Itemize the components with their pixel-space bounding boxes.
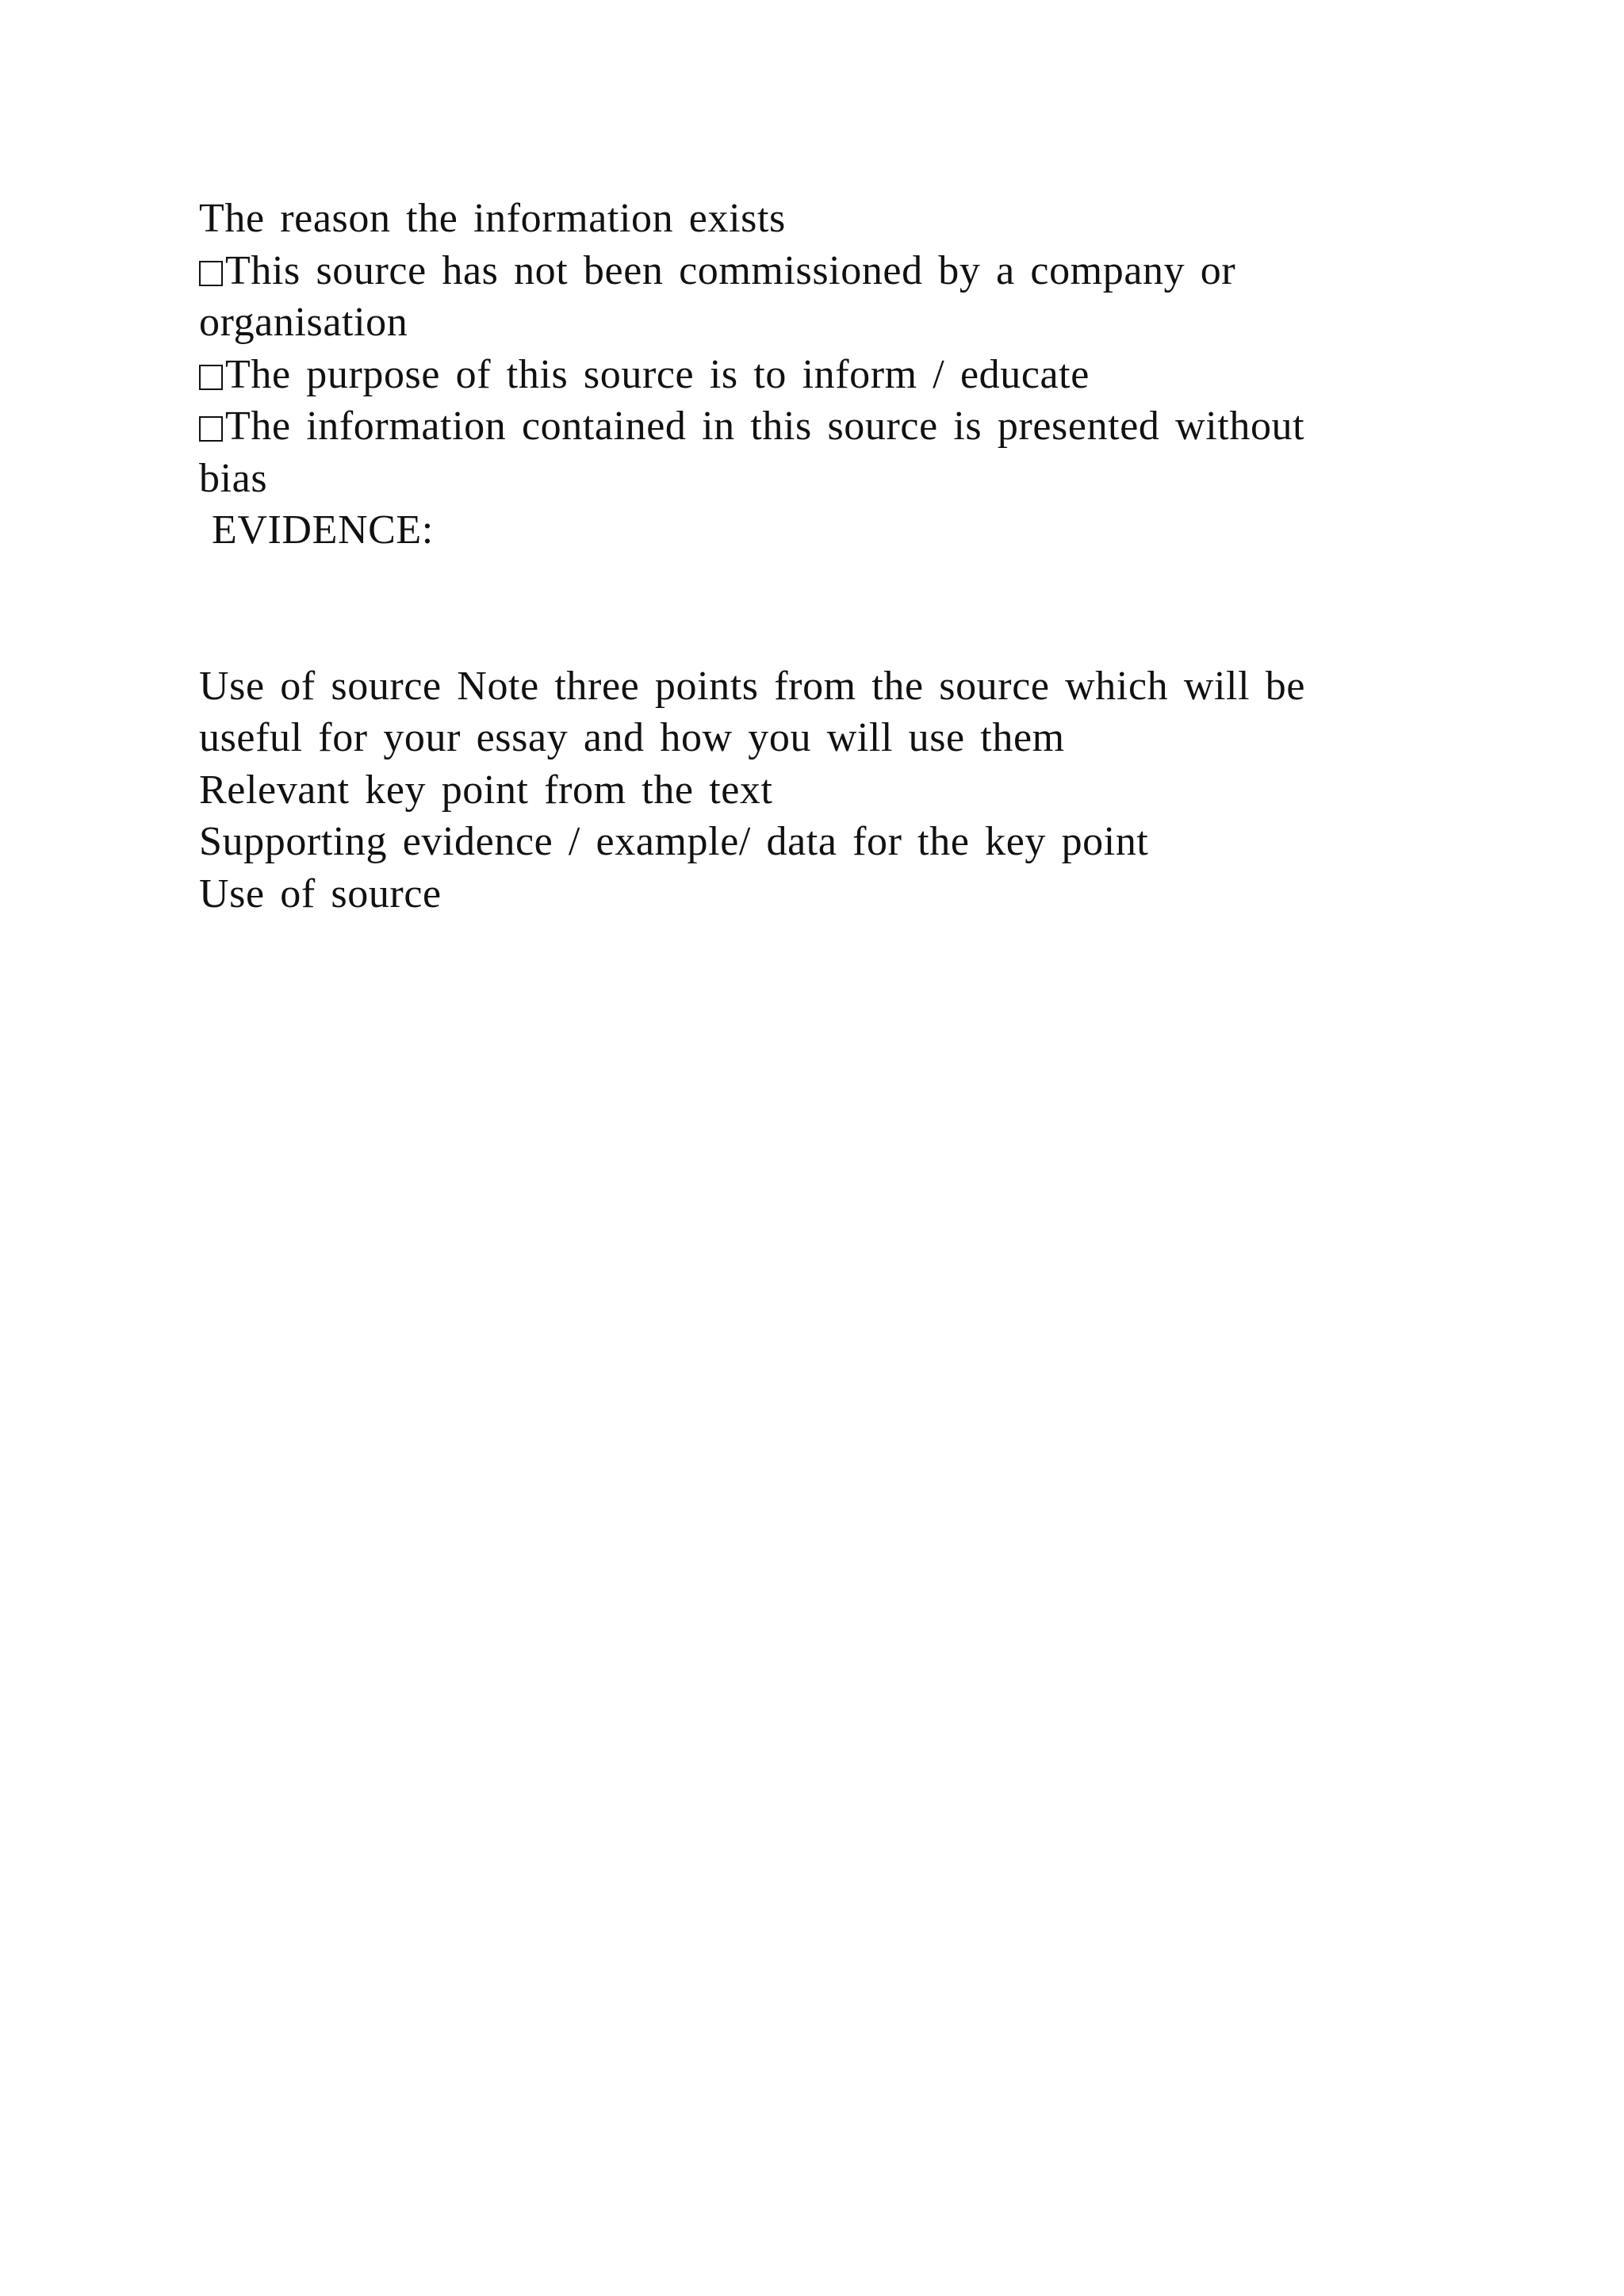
use-of-source-instructions-continuation: useful for your essay and how you will use them [199,715,1065,760]
checklist-item-purpose-text: The purpose of this source is to inform / educate [225,351,1090,397]
section-heading-reason: The reason the information exists [199,196,786,241]
document-content [199,193,1436,920]
evidence-label: EVIDENCE: [212,507,434,553]
use-of-source-instructions: Use of source Note three points from the source which will be [199,663,1306,709]
checklist-item-bias [199,400,1436,453]
evidence-answer-space [199,557,1436,660]
checklist-item-bias-text: The information contained in this source is presented without [225,404,1305,449]
checklist-item-bias-continuation: bias [199,455,268,501]
checklist-item-commissioned-continuation: organisation [199,300,408,345]
checkbox-icon[interactable] [199,416,223,442]
checklist-item-commissioned [199,245,1436,297]
checkbox-icon[interactable] [199,261,223,286]
use-of-source-label: Use of source [199,871,442,916]
checklist-item-commissioned-text: This source has not been commissioned by a company or [225,247,1236,293]
checkbox-icon[interactable] [199,365,223,390]
supporting-evidence-label: Supporting evidence / example/ data for the key point [199,819,1149,864]
relevant-key-point-label: Relevant key point from the text [199,767,773,813]
checklist-item-purpose [199,349,1436,401]
